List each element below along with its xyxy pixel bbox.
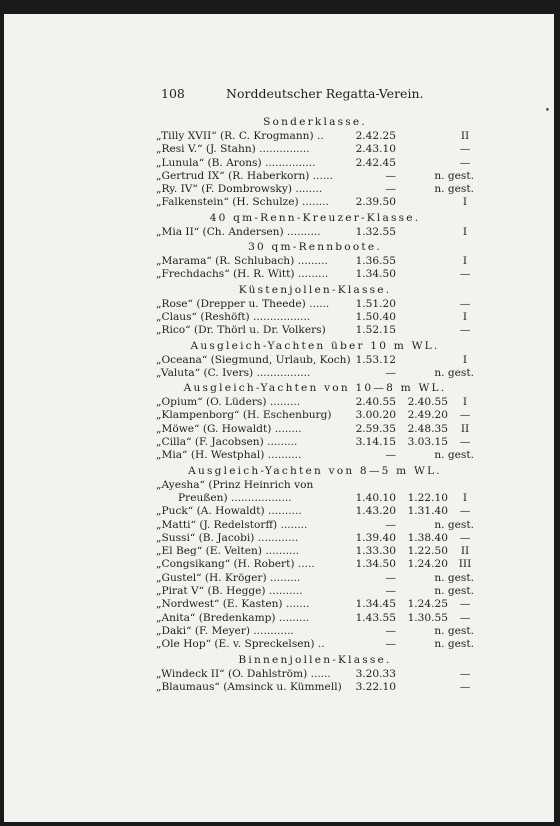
placement: I: [462, 255, 468, 268]
corrected-time: 1.24.25: [407, 598, 448, 611]
class-heading: 40 qm-Renn-Kreuzer-Klasse.: [209, 211, 421, 224]
corrected-time: 2.49.20: [407, 409, 448, 422]
result-row: [156, 409, 474, 422]
result-row: [156, 255, 474, 268]
result-row: [156, 532, 474, 545]
placement: n. gest.: [434, 518, 474, 531]
yacht-and-owner: „Ayesha“ (Prinz Heinrich von: [156, 478, 314, 491]
class-heading: Ausgleich-Yachten von 10—8 m WL.: [183, 382, 447, 395]
sailed-time: 1.32.55: [355, 225, 396, 238]
sailed-time: 1.53.12: [355, 353, 396, 366]
yacht-and-owner: „Cilla“ (F. Jacobsen) .........: [156, 436, 298, 449]
placement: II: [460, 130, 470, 142]
corrected-time: 1.38.40: [407, 531, 448, 544]
class-heading: Binnenjollen-Klasse.: [238, 653, 392, 666]
placement: n. gest.: [434, 638, 474, 651]
sailed-time: 2.59.35: [355, 422, 396, 435]
corrected-time: 1.24.20: [407, 558, 448, 571]
placement: —: [459, 611, 471, 624]
placement: II: [460, 545, 470, 558]
result-row: [156, 157, 474, 170]
sailed-time: —: [385, 183, 396, 196]
sailed-time: —: [385, 449, 396, 462]
placement: I: [462, 225, 468, 238]
yacht-and-owner: „Lunula“ (B. Arons) ...............: [156, 156, 316, 169]
regatta-results: [156, 114, 474, 694]
sailed-time: 2.42.45: [355, 156, 396, 169]
sailed-time: 1.39.40: [355, 531, 396, 544]
result-row: [156, 545, 474, 558]
sailed-time: 3.22.10: [355, 680, 396, 693]
result-row: [156, 423, 474, 436]
yacht-and-owner: „Mia“ (H. Westphal) ..........: [156, 449, 302, 462]
class-heading: Küstenjollen-Klasse.: [238, 283, 392, 296]
result-row: [156, 324, 474, 337]
sailed-time: 1.33.30: [355, 545, 396, 558]
yacht-and-owner: „Möwe“ (G. Howaldt) ........: [156, 422, 302, 435]
yacht-and-owner: „Anita“ (Bredenkamp) .........: [156, 611, 310, 624]
sailed-time: —: [385, 518, 396, 531]
placement: I: [462, 491, 468, 504]
yacht-and-owner: „Matti“ (J. Redelstorff) ........: [156, 518, 308, 531]
yacht-and-owner: „Rose“ (Drepper u. Theede) ......: [156, 297, 330, 310]
result-row: [156, 585, 474, 598]
corrected-time: 1.22.50: [407, 545, 448, 558]
result-row: [156, 226, 474, 239]
page-number: 108: [161, 86, 185, 101]
class-heading: Ausgleich-Yachten über 10 m WL.: [190, 339, 440, 352]
result-row: [156, 196, 474, 209]
result-row: [156, 612, 474, 625]
book-page: [4, 14, 554, 822]
class-heading: Sonderklasse.: [263, 116, 367, 128]
sailed-time: 2.43.10: [355, 143, 396, 156]
yacht-and-owner: „Nordwest“ (E. Kasten) .......: [156, 598, 310, 611]
result-row: [156, 681, 474, 694]
placement: II: [460, 422, 470, 435]
result-row: [156, 311, 474, 324]
margin-dot: •: [544, 106, 550, 116]
yacht-and-owner: „Gustel“ (H. Kröger) .........: [156, 571, 301, 584]
placement: n. gest.: [434, 585, 474, 598]
yacht-and-owner: „Valuta“ (C. Ivers) ................: [156, 366, 311, 379]
placement: I: [462, 396, 468, 409]
result-row: [156, 143, 474, 156]
page-header: [4, 14, 554, 114]
yacht-and-owner: „Opium“ (O. Lüders) .........: [156, 396, 301, 409]
placement: —: [459, 680, 471, 693]
result-row: [156, 183, 474, 196]
yacht-and-owner: „El Beg“ (E. Velten) ..........: [156, 545, 300, 558]
yacht-and-owner: „Sussi“ (B. Jacobi) ............: [156, 531, 299, 544]
sailed-time: —: [385, 571, 396, 584]
yacht-and-owner: „Klampenborg“ (H. Eschenburg): [156, 409, 332, 422]
result-row: [156, 625, 474, 638]
placement: —: [459, 667, 471, 680]
result-row: [156, 492, 474, 505]
result-row: [156, 130, 474, 143]
sailed-time: 1.51.20: [355, 297, 396, 310]
sailed-time: 3.00.20: [355, 409, 396, 422]
yacht-and-owner: „Daki“ (F. Meyer) ............: [156, 624, 294, 637]
placement: n. gest.: [434, 571, 474, 584]
sailed-time: 1.34.50: [355, 558, 396, 571]
sailed-time: 1.36.55: [355, 255, 396, 268]
class-heading: 30 qm-Rennboote.: [248, 241, 382, 254]
sailed-time: 1.50.40: [355, 310, 396, 323]
result-row: [156, 449, 474, 462]
yacht-and-owner: „Claus“ (Reshöft) .................: [156, 310, 311, 323]
sailed-time: 1.52.15: [355, 324, 396, 337]
result-row: [156, 505, 474, 518]
yacht-and-owner: „Resi V.“ (J. Stahn) ...............: [156, 143, 310, 156]
yacht-and-owner: „Gertrud IX“ (R. Haberkorn) ......: [156, 169, 333, 182]
result-row: [156, 396, 474, 409]
result-row: [156, 298, 474, 311]
sailed-time: 3.20.33: [355, 667, 396, 680]
result-row: [156, 638, 474, 651]
corrected-time: 1.31.40: [407, 505, 448, 518]
yacht-and-owner: „Mia II“ (Ch. Andersen) ..........: [156, 225, 321, 238]
placement: —: [459, 268, 471, 281]
result-row: [156, 354, 474, 367]
sailed-time: 1.34.45: [355, 598, 396, 611]
sailed-time: 2.39.50: [355, 196, 396, 209]
sailed-time: 3.14.15: [355, 436, 396, 449]
placement: n. gest.: [434, 183, 474, 196]
yacht-and-owner: „Falkenstein“ (H. Schulze) ........: [156, 196, 329, 209]
sailed-time: —: [385, 638, 396, 651]
sailed-time: —: [385, 585, 396, 598]
placement: n. gest.: [434, 624, 474, 637]
placement: I: [462, 353, 468, 366]
placement: —: [459, 436, 471, 449]
corrected-time: 3.03.15: [407, 436, 448, 449]
result-row: [156, 436, 474, 449]
sailed-time: —: [385, 169, 396, 182]
placement: n. gest.: [434, 366, 474, 379]
sailed-time: 2.42.25: [355, 130, 396, 142]
corrected-time: 1.30.55: [407, 611, 448, 624]
placement: III: [458, 558, 472, 571]
yacht-and-owner: „Blaumaus“ (Amsinck u. Kümmell): [156, 680, 342, 693]
yacht-and-owner: „Frechdachs“ (H. R. Witt) .........: [156, 268, 329, 281]
placement: —: [459, 324, 471, 337]
running-title: Norddeutscher Regatta-Verein.: [226, 86, 424, 101]
placement: —: [459, 409, 471, 422]
yacht-and-owner: „Puck“ (A. Howaldt) ..........: [156, 505, 302, 518]
yacht-and-owner: „Pirat V“ (B. Hegge) ..........: [156, 585, 303, 598]
placement: —: [459, 531, 471, 544]
result-row: [156, 268, 474, 281]
result-row: [156, 479, 474, 492]
placement: —: [459, 598, 471, 611]
result-row: [156, 170, 474, 183]
placement: I: [462, 196, 468, 209]
class-heading: Ausgleich-Yachten von 8—5 m WL.: [188, 464, 442, 477]
yacht-and-owner: „Tilly XVII“ (R. C. Krogmann) ..: [156, 130, 324, 142]
yacht-and-owner: „Windeck II“ (O. Dahlström) ......: [156, 667, 331, 680]
sailed-time: —: [385, 366, 396, 379]
sailed-time: 1.43.55: [355, 611, 396, 624]
placement: —: [459, 143, 471, 156]
corrected-time: 2.48.35: [407, 422, 448, 435]
yacht-and-owner: Preußen) ..................: [178, 491, 292, 504]
result-row: [156, 598, 474, 611]
result-row: [156, 558, 474, 571]
yacht-and-owner: „Oceana“ (Siegmund, Urlaub, Koch): [156, 353, 351, 366]
sailed-time: —: [385, 624, 396, 637]
placement: —: [459, 297, 471, 310]
yacht-and-owner: „Rico“ (Dr. Thörl u. Dr. Volkers): [156, 324, 326, 337]
yacht-and-owner: „Ry. IV“ (F. Dombrowsky) ........: [156, 183, 323, 196]
result-row: [156, 367, 474, 380]
result-row: [156, 519, 474, 532]
yacht-and-owner: „Ole Hop“ (E. v. Spreckelsen) ..: [156, 638, 325, 651]
sailed-time: 1.43.20: [355, 505, 396, 518]
placement: —: [459, 156, 471, 169]
placement: n. gest.: [434, 449, 474, 462]
placement: n. gest.: [434, 169, 474, 182]
corrected-time: 2.40.55: [407, 396, 448, 409]
sailed-time: 1.34.50: [355, 268, 396, 281]
yacht-and-owner: „Congsikang“ (H. Robert) .....: [156, 558, 315, 571]
yacht-and-owner: „Marama“ (R. Schlubach) .........: [156, 255, 328, 268]
sailed-time: 2.40.55: [355, 396, 396, 409]
sailed-time: 1.40.10: [355, 491, 396, 504]
corrected-time: 1.22.10: [407, 491, 448, 504]
placement: —: [459, 505, 471, 518]
result-row: [156, 572, 474, 585]
result-row: [156, 668, 474, 681]
placement: I: [462, 310, 468, 323]
